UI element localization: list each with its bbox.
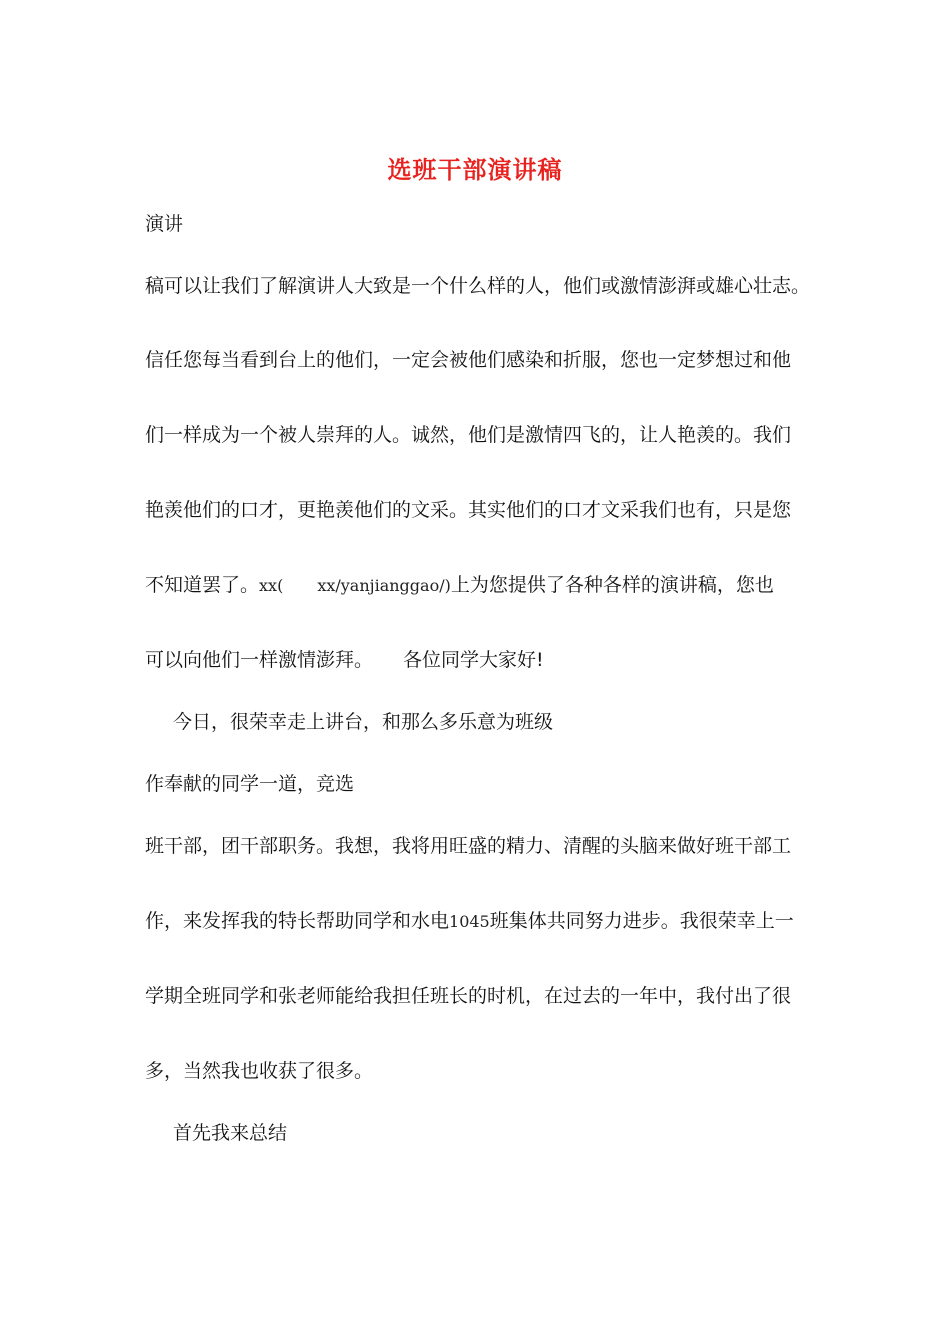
text-line [145,983,815,1009]
text-segment: 班集体共同努力进步。我很荣幸上一 [489,910,794,932]
text-line [145,771,815,797]
document-title: 选班干部演讲稿 [387,155,563,184]
greeting: 各位同学大家好! [403,649,544,671]
text-line [145,709,843,735]
text-line [145,833,815,859]
text-segment: 可以向他们一样激情澎拜。 [145,649,374,671]
text-segment: 稿可以让我们了解演讲人大致是一个什么样的人，他们或激情澎湃或雄心壮志。 [145,275,811,297]
text-segment: 作奉献的同学一道，竞选 [145,773,355,795]
text-segment: 作，来发挥我的特长帮助同学和水电 [145,910,450,932]
url-fragment: xx( [259,576,284,595]
text-segment: 艳羡他们的口才，更艳羡他们的文采。其实他们的口才文采我们也有，只是您 [145,499,792,521]
class-number: 1045 [449,912,490,931]
text-line [145,908,815,935]
text-line [145,572,815,599]
text-segment: 演讲 [145,213,184,235]
text-segment: 多，当然我也收获了很多。 [145,1060,374,1082]
text-line [145,273,815,299]
text-segment: 学期全班同学和张老师能给我担任班长的时机，在过去的一年中，我付出了很 [145,985,792,1007]
text-segment: 上为您提供了各种各样的演讲稿，您也 [450,574,774,596]
text-segment: 今日，很荣幸走上讲台，和那么多乐意为班级 [173,711,554,733]
text-segment: 班干部，团干部职务。我想，我将用旺盛的精力、清醒的头脑来做好班干部工 [145,835,792,857]
text-line [145,497,815,523]
text-line [145,1058,815,1084]
text-segment: 们一样成为一个被人崇拜的人。诚然，他们是激情四飞的，让人艳羡的。我们 [145,424,792,446]
text-line [145,1120,843,1146]
url-fragment: xx/yanjianggao/) [317,576,451,595]
text-segment: 不知道罢了。 [145,574,260,596]
text-segment: 信任您每当看到台上的他们，一定会被他们感染和折服，您也一定梦想过和他 [145,349,792,371]
text-line [145,647,815,673]
text-line [145,422,815,448]
text-line [145,211,815,237]
text-line [145,347,815,373]
text-segment: 首先我来总结 [173,1122,288,1144]
